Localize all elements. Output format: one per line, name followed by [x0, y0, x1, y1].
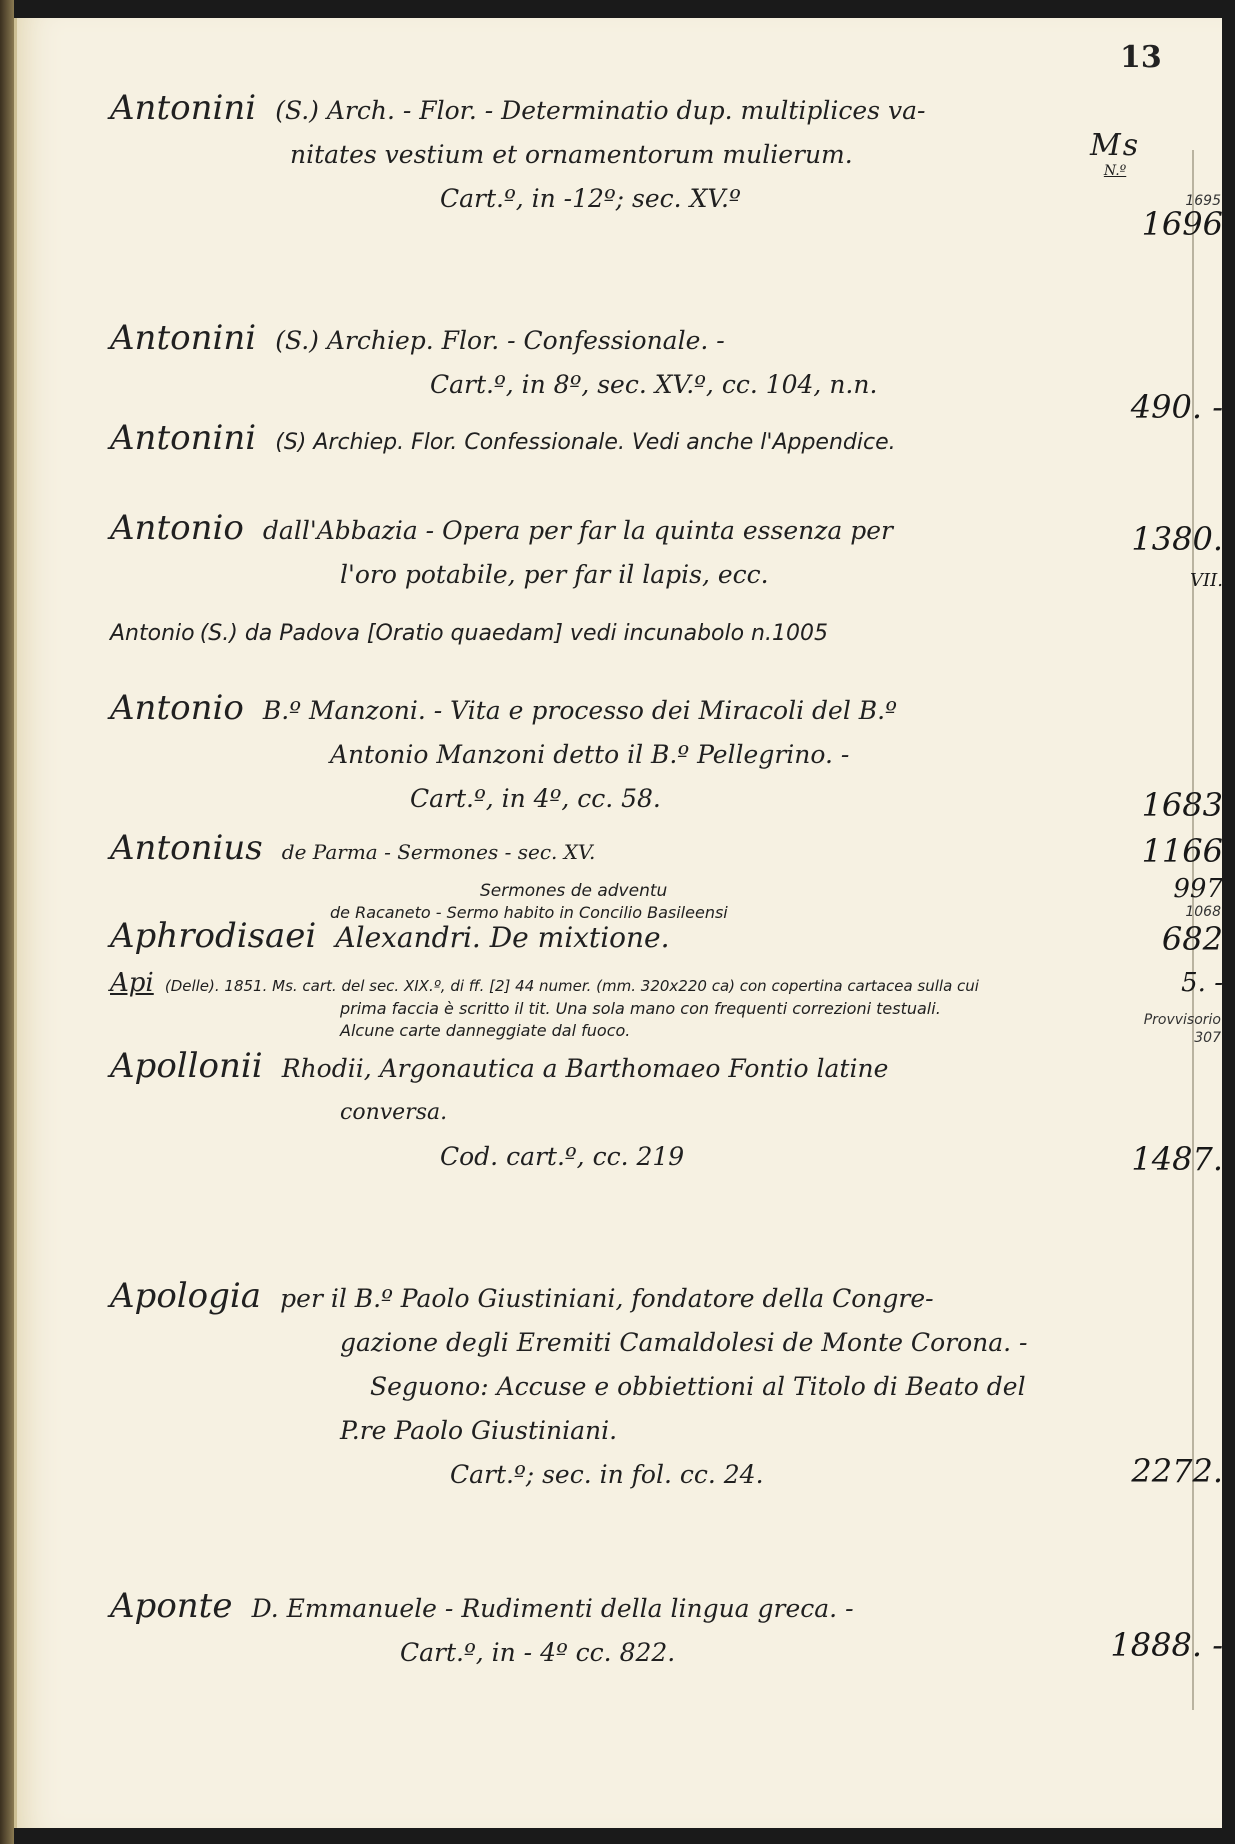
catalog-entry [110, 1276, 1110, 1497]
column-header-main: Ms [1090, 128, 1141, 163]
catalog-entry [110, 88, 1110, 221]
entry-line4: P.re Paolo Giustiniani. [340, 1416, 618, 1445]
shelf-number-alt: 1068 [1185, 904, 1221, 920]
page-number: 13 [1120, 40, 1162, 75]
entry-heading: Antonini [110, 318, 257, 358]
entry-line2: nitates vestium et ornamentorum mulierum. [290, 140, 853, 169]
catalog-entry [110, 318, 1110, 407]
entry-heading: Aponte [110, 1586, 233, 1626]
entry-text: (S) Archiep. Flor. Confessionale. Vedi anche l'Appendice. [275, 430, 896, 455]
entry-heading: Apollonii [110, 1046, 263, 1086]
entry-text: (S.) da Padova [Oratio quaedam] vedi incunabolo n.1005 [199, 621, 828, 646]
catalog-entry [110, 508, 1110, 597]
catalog-entry [110, 688, 1110, 821]
entry-text: D. Emmanuele - Rudimenti della lingua greca. - [251, 1594, 854, 1623]
entry-text: Alexandri. De mixtione. [335, 921, 670, 954]
entry-text: de Parma - Sermones - sec. XV. [281, 840, 596, 864]
entry-line2: l'oro potabile, per far il lapis, ecc. [340, 560, 769, 589]
provisional-number: 307 [1194, 1030, 1221, 1046]
shelf-number: 490. - [1130, 388, 1223, 426]
entry-text: dall'Abbazia - Opera per far la quinta essenza per [262, 516, 893, 545]
entry-text: B.º Manzoni. - Vita e processo dei Miracoli del B.º [262, 696, 897, 725]
catalog-entry [110, 418, 1110, 465]
entry-text: per il B.º Paolo Giustiniani, fondatore della Congre- [280, 1284, 934, 1313]
entry-citation: Cart.º, in 4º, cc. 58. [410, 784, 661, 813]
catalog-entry [110, 1586, 1110, 1675]
entry-heading: Antonio [110, 688, 244, 728]
entry-heading: Api [110, 968, 154, 998]
entry-heading: Antonius [110, 828, 263, 868]
shelf-subnumber: VII. [1190, 570, 1223, 591]
shelf-number: 5. - [1181, 968, 1223, 998]
shelf-number: 1166 [1141, 832, 1223, 870]
entry-line2: gazione degli Eremiti Camaldolesi de Monte Corona. - [340, 1328, 1028, 1357]
entry-line2: Antonio Manzoni detto il B.º Pellegrino. - [330, 740, 850, 769]
book-binding [0, 0, 14, 1844]
entry-heading: Antonini [110, 418, 257, 458]
entry-line3: Seguono: Accuse e obbiettioni al Titolo di Beato del [370, 1372, 1026, 1401]
entry-citation: Cart.º, in 8º, sec. XV.º, cc. 104, n.n. [430, 370, 878, 399]
entry-citation: Cod. cart.º, cc. 219 [440, 1142, 685, 1171]
catalog-entry [110, 612, 1110, 656]
catalog-entry [110, 968, 1060, 1042]
entry-heading: Aphrodisaei [110, 916, 317, 956]
entry-note: Alcune carte danneggiate dal fuoco. [340, 1021, 631, 1040]
shelf-number: 1696 [1141, 205, 1223, 243]
shelf-number: 997 [1173, 874, 1223, 904]
entry-heading: Apologia [110, 1276, 262, 1316]
entry-text: (Delle). 1851. Ms. cart. del sec. XIX.º, di ff. [2] 44 numer. (mm. 320x220 ca) con copertina cartacea sulla cui [164, 977, 979, 995]
entry-heading: Antonini [110, 88, 257, 128]
entry-prefix: de Racaneto - Sermo habito in Concilio Basileensi [330, 903, 728, 922]
entry-text: (S.) Arch. - Flor. - Determinatio dup. multiplices va- [275, 96, 926, 125]
shelf-number: 1380. [1131, 520, 1223, 558]
catalog-entry [110, 1046, 1110, 1179]
entry-text: (S.) Archiep. Flor. - Confessionale. - [275, 326, 725, 355]
entry-line2: conversa. [340, 1100, 448, 1125]
entry-text: Rhodii, Argonautica a Barthomaeo Fontio latine [281, 1054, 889, 1083]
shelf-number: 1487. [1131, 1140, 1223, 1178]
shelf-number-alt: 1695 [1185, 193, 1221, 209]
entry-above: Sermones de adventu [480, 881, 668, 901]
provisional-label: Provvisorio [1143, 1012, 1221, 1028]
column-header-sub: N.º [1103, 163, 1127, 179]
shelf-number: 1683 [1141, 786, 1223, 824]
entry-citation: Cart.º; sec. in fol. cc. 24. [450, 1460, 764, 1489]
catalog-entry [110, 916, 1110, 960]
catalog-entry [110, 828, 1110, 874]
shelf-number: 1888. - [1110, 1626, 1223, 1664]
entry-heading: Antonio [110, 508, 244, 548]
shelf-number: 2272. [1131, 1452, 1223, 1490]
entry-note: prima faccia è scritto il tit. Una sola mano con frequenti correzioni testuali. [340, 999, 941, 1018]
entry-heading: Antonio [110, 621, 195, 646]
entry-citation: Cart.º, in - 4º cc. 822. [400, 1638, 676, 1667]
entry-citation: Cart.º, in -12º; sec. XV.º [440, 184, 741, 213]
shelf-number: 682 [1161, 920, 1223, 958]
